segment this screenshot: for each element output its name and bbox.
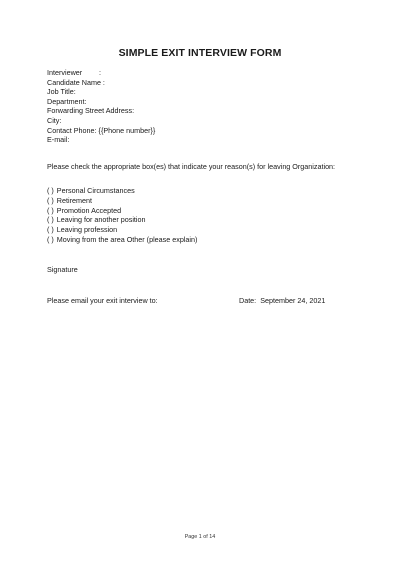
field-email	[47, 135, 155, 145]
signature-label: Signature	[47, 265, 78, 274]
reason-checkbox: ( )	[47, 234, 54, 244]
reason-checkbox: ( )	[47, 195, 54, 205]
reason-label: Leaving profession	[56, 225, 118, 235]
reason-label: Moving from the area Other (please explain)	[56, 234, 198, 244]
reason-item	[47, 215, 197, 225]
reason-item	[47, 235, 197, 245]
field-label-department: Department:	[47, 96, 87, 106]
field-label-job-title: Job Title:	[47, 87, 76, 97]
reason-item	[47, 206, 197, 216]
reason-checkbox: ( )	[47, 186, 54, 195]
reason-checkbox: ( )	[47, 215, 54, 225]
field-label-city: City:	[47, 115, 62, 125]
date-label: Date:	[239, 296, 257, 305]
reasons-instruction: Please check the appropriate box(es) that indicate your reason(s) for leaving Organization:	[47, 162, 336, 171]
field-label-interviewer: Interviewer	[47, 68, 83, 77]
field-city	[47, 116, 155, 126]
reason-label: Retirement	[56, 195, 92, 205]
field-label-contact-phone: Contact Phone: {{Phone number}}	[47, 125, 156, 135]
field-label-candidate-name: Candidate Name :	[47, 77, 105, 87]
field-job-title	[47, 87, 155, 97]
field-department	[47, 97, 155, 107]
reasons-list	[47, 186, 197, 245]
reason-item	[47, 186, 197, 196]
reason-label: Personal Circumstances	[56, 186, 135, 195]
interviewee-fields	[47, 68, 155, 145]
field-interviewer	[47, 68, 155, 78]
email-prompt: Please email your exit interview to:	[47, 296, 158, 305]
field-contact-phone	[47, 126, 155, 136]
field-label-forwarding-address: Forwarding Street Address:	[47, 106, 135, 116]
reason-checkbox: ( )	[47, 205, 54, 215]
reason-item	[47, 225, 197, 235]
field-label-email: E-mail:	[47, 135, 70, 145]
field-colon-interviewer: :	[99, 68, 101, 77]
date-value: September 24, 2021	[260, 296, 326, 305]
page-number-footer: Page 1 of 14	[184, 534, 216, 540]
reason-label: Promotion Accepted	[56, 205, 122, 215]
field-candidate-name	[47, 78, 155, 88]
field-forwarding-address	[47, 106, 155, 116]
reason-checkbox: ( )	[47, 225, 54, 235]
date-line	[239, 296, 325, 305]
document-title: SIMPLE EXIT INTERVIEW FORM	[118, 47, 282, 59]
reason-item	[47, 196, 197, 206]
reason-label: Leaving for another position	[56, 215, 146, 225]
